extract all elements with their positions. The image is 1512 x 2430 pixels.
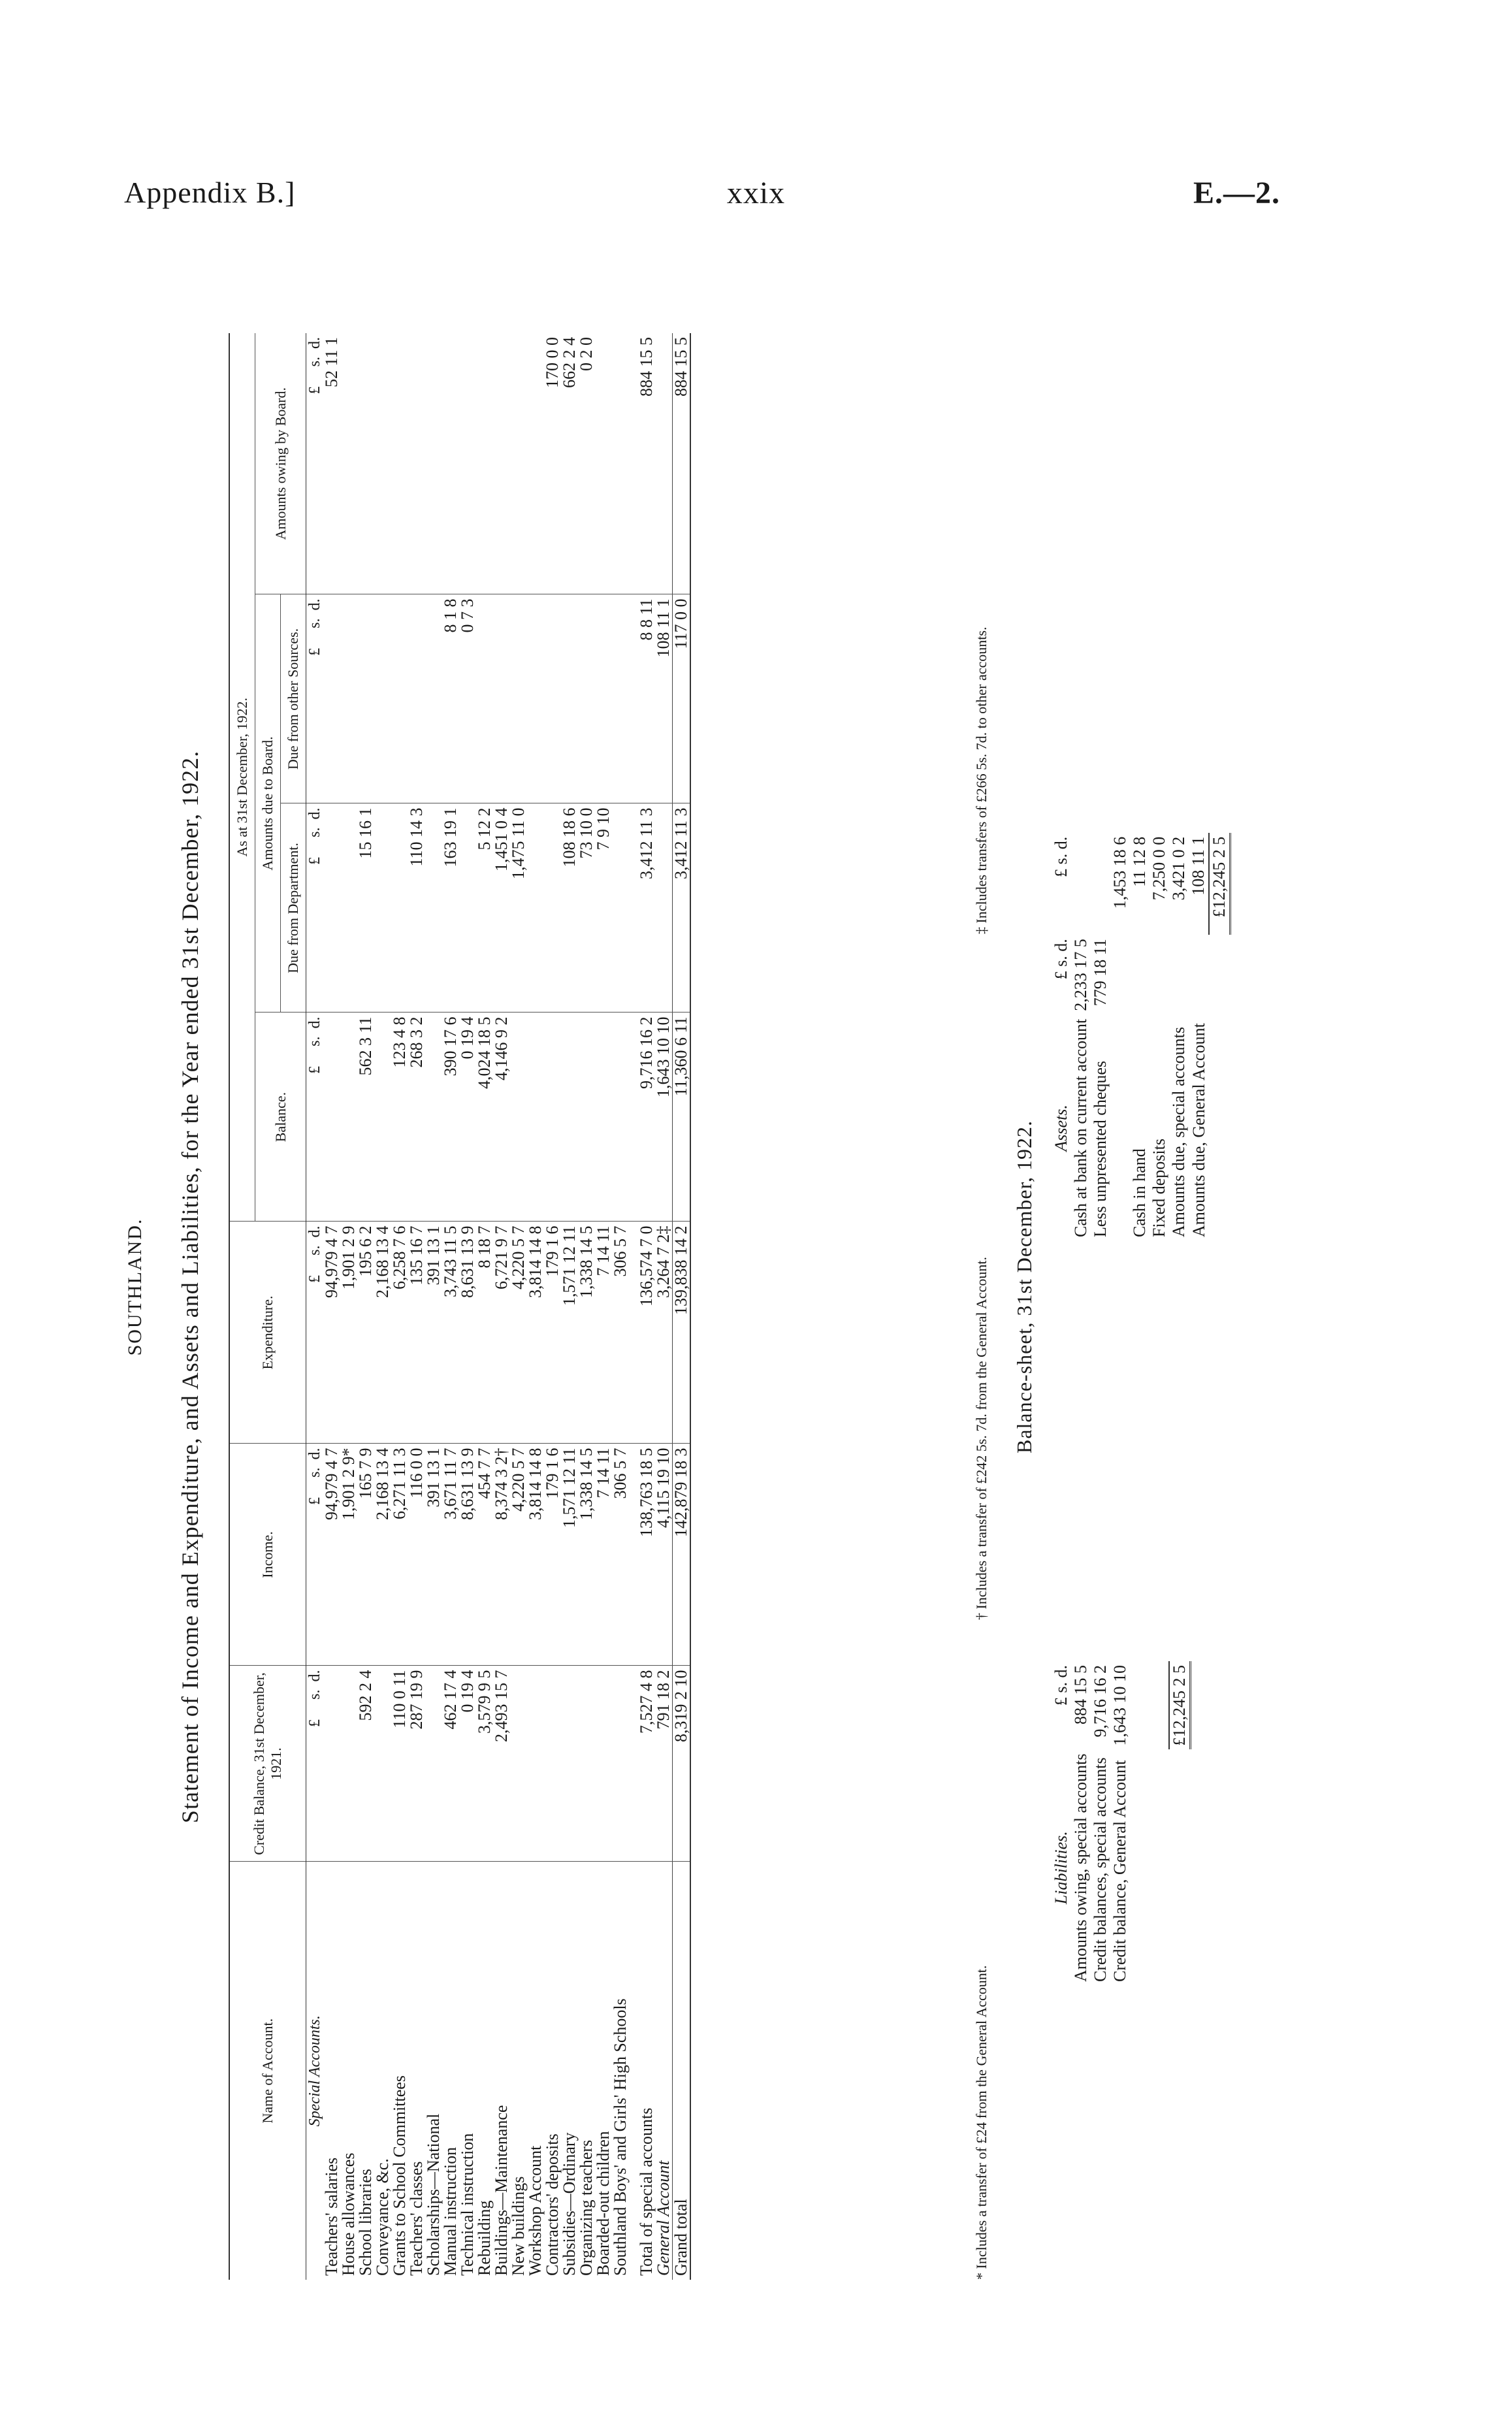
cell-other: 0 7 3 — [459, 594, 476, 803]
cell-credit — [595, 1666, 612, 1862]
cell-balance: 123 4 8 — [391, 1012, 408, 1222]
unit-pounds: £ — [306, 647, 323, 656]
cell-expenditure: 3,264 7 2‡ — [655, 1222, 673, 1444]
cell-balance — [612, 1012, 629, 1222]
cell-owing — [493, 333, 510, 594]
cell-balance — [544, 1012, 561, 1222]
unit-shillings: s. — [306, 1467, 323, 1478]
asset-row — [1130, 833, 1150, 1241]
statement-title: Statement of Income and Expenditure, and Assets and Liabilities, for the Year ended 31st December, 1922. — [177, 750, 203, 1824]
cell-other — [425, 594, 442, 803]
table-row — [340, 333, 357, 2280]
col-header-due-to-board: Amounts due to Board. — [255, 594, 281, 1012]
cell-balance — [323, 1012, 340, 1222]
cell-other — [578, 594, 595, 803]
cell-expenditure: 8,631 13 9 — [459, 1222, 476, 1444]
cell-credit — [561, 1666, 578, 1862]
account-name: Workshop Account — [526, 2145, 545, 2276]
cell-income: 8,631 13 9 — [459, 1444, 476, 1666]
cell-credit: 7,527 4 8 — [638, 1666, 655, 1862]
unit-pence: d. — [306, 598, 323, 611]
cell-owing — [459, 333, 476, 594]
asset-value-1 — [1130, 935, 1150, 1015]
unit-pence: d. — [306, 1225, 323, 1238]
cell-owing: 0 2 0 — [578, 333, 595, 594]
cell-balance — [595, 1012, 612, 1222]
cell-owing — [357, 333, 374, 594]
cell-credit — [578, 1666, 595, 1862]
cell-dept: 110 14 3 — [408, 803, 425, 1012]
cell-owing: 52 11 1 — [323, 333, 340, 594]
cell-dept — [655, 803, 673, 1012]
cell-dept: 3,412 11 3 — [673, 803, 691, 1012]
cell-dept: 108 18 6 — [561, 803, 578, 1012]
asset-value-2: 3,421 0 2 — [1169, 836, 1188, 901]
unit-pence: d. — [306, 1016, 323, 1029]
liability-label: Credit balances, special accounts — [1091, 1757, 1110, 1982]
account-name: Technical instruction — [458, 2133, 477, 2276]
asset-label: Amounts due, General Account — [1189, 1023, 1208, 1237]
cell-balance — [527, 1012, 544, 1222]
cell-expenditure: 195 6 2 — [357, 1222, 374, 1444]
units-row — [306, 333, 324, 2280]
cell-dept: 1,451 0 4 — [493, 803, 510, 1012]
cell-other: 8 1 8 — [442, 594, 459, 803]
cell-dept — [459, 803, 476, 1012]
cell-dept: 5 12 2 — [476, 803, 493, 1012]
table-row — [578, 333, 595, 2280]
cell-other — [561, 594, 578, 803]
asset-label: Cash in hand — [1130, 1148, 1149, 1237]
cell-income: 2,168 13 4 — [374, 1444, 391, 1666]
table-row — [323, 333, 340, 2280]
unit-shillings: s. — [306, 827, 323, 837]
asset-value-2: 11 12 8 — [1130, 836, 1149, 887]
cell-dept — [425, 803, 442, 1012]
cell-income: 454 7 7 — [476, 1444, 493, 1666]
table-row — [595, 333, 612, 2280]
account-name: Teachers' classes — [407, 2161, 426, 2276]
asset-label: Amounts due, special accounts — [1169, 1026, 1188, 1237]
col-header-due-other: Due from other Sources. — [281, 594, 306, 803]
account-name: Total of special accounts — [637, 2107, 656, 2276]
cell-credit — [425, 1666, 442, 1862]
section-label: Special Accounts. — [306, 2015, 323, 2127]
unit-shillings: s. — [306, 1689, 323, 1700]
cell-balance — [340, 1012, 357, 1222]
unit-pence: d. — [306, 1448, 323, 1460]
unit-shillings: s. — [306, 618, 323, 628]
cell-expenditure: 3,743 11 5 — [442, 1222, 459, 1444]
cell-other: 108 11 1 — [655, 594, 673, 803]
cell-credit: 2,493 15 7 — [493, 1666, 510, 1862]
col-header-owing: Amounts owing by Board. — [255, 333, 306, 594]
cell-owing: 884 15 5 — [638, 333, 655, 594]
cell-expenditure: 94,979 4 7 — [323, 1222, 340, 1444]
col-header-income: Income. — [229, 1444, 306, 1666]
cell-credit — [510, 1666, 527, 1862]
cell-balance — [578, 1012, 595, 1222]
asset-value-2 — [1091, 833, 1110, 935]
unit-pence: d. — [306, 807, 323, 820]
cell-income: 4,115 19 10 — [655, 1444, 673, 1666]
cell-expenditure: 391 13 1 — [425, 1222, 442, 1444]
table-row — [655, 333, 673, 2280]
cell-owing — [425, 333, 442, 594]
account-name: House allowances — [339, 2152, 358, 2276]
cell-credit: 3,579 9 5 — [476, 1666, 493, 1862]
cell-income: 142,879 18 3 — [673, 1444, 691, 1666]
cell-expenditure: 1,338 14 5 — [578, 1222, 595, 1444]
cell-credit: 110 0 11 — [391, 1666, 408, 1862]
cell-income: 3,814 14 8 — [527, 1444, 544, 1666]
cell-owing — [408, 333, 425, 594]
col-header-as-at: As at 31st December, 1922. — [229, 333, 255, 1222]
cell-owing — [374, 333, 391, 594]
table-row — [527, 333, 544, 2280]
cell-balance: 1,643 10 10 — [655, 1012, 673, 1222]
asset-value-2: 7,250 0 0 — [1150, 836, 1168, 901]
cell-other — [340, 594, 357, 803]
cell-expenditure: 135 16 7 — [408, 1222, 425, 1444]
col-header-due-dept: Due from Department. — [281, 803, 306, 1012]
cell-income: 165 7 9 — [357, 1444, 374, 1666]
cell-income: 3,671 11 7 — [442, 1444, 459, 1666]
cell-owing — [655, 333, 673, 594]
cell-credit: 8,319 2 10 — [673, 1666, 691, 1862]
cell-expenditure: 179 1 6 — [544, 1222, 561, 1444]
liabilities-total: £12,245 2 5 — [1169, 1661, 1191, 1750]
cell-dept: 1,475 11 0 — [510, 803, 527, 1012]
cell-dept — [323, 803, 340, 1012]
cell-owing — [510, 333, 527, 594]
cell-other — [374, 594, 391, 803]
cell-credit: 791 18 2 — [655, 1666, 673, 1862]
cell-credit: 462 17 4 — [442, 1666, 459, 1862]
col-header-balance: Balance. — [255, 1012, 306, 1222]
account-name: New buildings — [509, 2176, 528, 2276]
cell-credit — [612, 1666, 629, 1862]
cell-balance: 9,716 16 2 — [638, 1012, 655, 1222]
liability-row — [1091, 1661, 1110, 1986]
asset-value-1 — [1150, 935, 1169, 1015]
asset-row — [1071, 833, 1091, 1241]
account-name: Scholarships—National — [424, 2113, 443, 2276]
cell-credit — [323, 1666, 340, 1862]
cell-credit — [544, 1666, 561, 1862]
unit-pounds: £ — [306, 856, 323, 865]
assets-units-2: £ s. d. — [1052, 836, 1070, 877]
cell-other: 117 0 0 — [673, 594, 691, 803]
account-name: General Account — [654, 2160, 673, 2276]
asset-row — [1189, 833, 1209, 1241]
asset-label: Fixed deposits — [1150, 1139, 1168, 1237]
asset-row — [1150, 833, 1169, 1241]
cell-balance: 562 3 11 — [357, 1012, 374, 1222]
page-number: xxix — [726, 176, 786, 210]
cell-other — [391, 594, 408, 803]
assets-heading: Assets. — [1052, 1105, 1070, 1152]
cell-credit — [527, 1666, 544, 1862]
account-name: Conveyance, &c. — [373, 2158, 392, 2276]
liability-value: 884 15 5 — [1071, 1665, 1090, 1725]
cell-balance: 4,146 9 2 — [493, 1012, 510, 1222]
cell-other — [323, 594, 340, 803]
cell-balance: 0 19 4 — [459, 1012, 476, 1222]
unit-pounds: £ — [306, 1719, 323, 1727]
cell-other — [595, 594, 612, 803]
cell-dept — [612, 803, 629, 1012]
cell-expenditure: 3,814 14 8 — [527, 1222, 544, 1444]
account-name: Rebuilding — [475, 2200, 494, 2276]
cell-credit: 0 19 4 — [459, 1666, 476, 1862]
account-name: Grants to School Committees — [390, 2075, 409, 2276]
account-name: Organizing teachers — [577, 2139, 596, 2276]
account-name: Buildings—Maintenance — [492, 2105, 511, 2276]
asset-value-2: 108 11 1 — [1189, 836, 1208, 896]
account-name: Subsidies—Ordinary — [560, 2132, 579, 2276]
footnote-3: ‡ Includes transfers of £266 5s. 7d. to other accounts. — [973, 626, 989, 934]
liability-value: 9,716 16 2 — [1091, 1665, 1110, 1738]
account-name: Southland Boys' and Girls' High Schools — [611, 1998, 630, 2276]
asset-value-1 — [1110, 935, 1130, 1015]
cell-other — [476, 594, 493, 803]
cell-balance — [374, 1012, 391, 1222]
table-row — [357, 333, 374, 2280]
cell-dept — [340, 803, 357, 1012]
asset-row — [1110, 833, 1130, 1241]
cell-balance: 4,024 18 5 — [476, 1012, 493, 1222]
cell-dept — [374, 803, 391, 1012]
asset-value-2: 1,453 18 6 — [1110, 836, 1129, 909]
cell-credit — [340, 1666, 357, 1862]
cell-other — [527, 594, 544, 803]
appendix-label: Appendix B.] — [124, 176, 296, 209]
cell-dept: 3,412 11 3 — [638, 803, 655, 1012]
footnote-1: * Includes a transfer of £24 from the General Account. — [973, 1965, 989, 2280]
cell-expenditure: 2,168 13 4 — [374, 1222, 391, 1444]
cell-other — [408, 594, 425, 803]
col-header-credit: Credit Balance, 31st December, 1921. — [229, 1666, 306, 1862]
cell-owing: 170 0 0 — [544, 333, 561, 594]
assets-block — [1052, 833, 1231, 1241]
table-row — [561, 333, 578, 2280]
cell-other — [357, 594, 374, 803]
cell-income: 179 1 6 — [544, 1444, 561, 1666]
cell-dept: 7 9 10 — [595, 803, 612, 1012]
cell-dept: 73 10 0 — [578, 803, 595, 1012]
cell-income: 116 0 0 — [408, 1444, 425, 1666]
cell-income: 138,763 18 5 — [638, 1444, 655, 1666]
cell-credit: 592 2 4 — [357, 1666, 374, 1862]
asset-row — [1091, 833, 1110, 1241]
table-row — [374, 333, 391, 2280]
table-row — [476, 333, 493, 2280]
cell-other: 8 8 11 — [638, 594, 655, 803]
asset-value-1: 2,233 17 5 — [1071, 939, 1090, 1011]
cell-owing — [476, 333, 493, 594]
table-row — [510, 333, 527, 2280]
table-row — [612, 333, 629, 2280]
unit-pence: d. — [306, 337, 323, 349]
asset-value-1 — [1189, 935, 1209, 1015]
cell-expenditure: 6,721 9 7 — [493, 1222, 510, 1444]
rotated-statement — [124, 222, 1326, 2352]
liabilities-block — [1052, 1661, 1191, 1986]
cell-balance — [510, 1012, 527, 1222]
cell-balance: 11,360 6 11 — [673, 1012, 691, 1222]
cell-expenditure: 6,258 7 6 — [391, 1222, 408, 1444]
unit-pounds: £ — [306, 1274, 323, 1283]
table-row — [544, 333, 561, 2280]
cell-owing — [527, 333, 544, 594]
cell-expenditure: 4,220 5 7 — [510, 1222, 527, 1444]
cell-other — [612, 594, 629, 803]
cell-owing: 884 15 5 — [673, 333, 691, 594]
table-row — [442, 333, 459, 2280]
cell-other — [510, 594, 527, 803]
liability-row — [1071, 1661, 1091, 1986]
asset-value-1: 779 18 11 — [1091, 939, 1110, 1007]
account-name: Grand total — [673, 1862, 691, 2280]
col-header-name: Name of Account. — [229, 1862, 306, 2280]
cell-income: 6,271 11 3 — [391, 1444, 408, 1666]
unit-pounds: £ — [306, 386, 323, 395]
footnote-2: † Includes a transfer of £242 5s. 7d. from the General Account. — [973, 1257, 989, 1620]
account-name: Manual instruction — [441, 2146, 460, 2276]
account-name: Teachers' salaries — [322, 2157, 341, 2276]
cell-balance: 268 3 2 — [408, 1012, 425, 1222]
assets-total: £12,245 2 5 — [1209, 833, 1231, 935]
cell-expenditure: 8 18 7 — [476, 1222, 493, 1444]
liability-label: Amounts owing, special accounts — [1071, 1753, 1090, 1982]
cell-credit — [374, 1666, 391, 1862]
asset-label — [1110, 1015, 1130, 1241]
cell-owing — [612, 333, 629, 594]
asset-label: Less unpresented cheques — [1091, 1060, 1110, 1237]
liabilities-heading: Liabilities. — [1052, 1831, 1070, 1905]
unit-pounds: £ — [306, 1065, 323, 1074]
asset-label: Cash at bank on current account — [1071, 1018, 1090, 1237]
asset-row — [1169, 833, 1189, 1241]
cell-dept — [391, 803, 408, 1012]
cell-expenditure: 7 14 11 — [595, 1222, 612, 1444]
cell-balance — [425, 1012, 442, 1222]
cell-owing — [442, 333, 459, 594]
table-row — [673, 333, 691, 2280]
table-row — [391, 333, 408, 2280]
cell-owing — [391, 333, 408, 594]
cell-income: 1,901 2 9* — [340, 1444, 357, 1666]
liability-row — [1110, 1661, 1130, 1986]
unit-shillings: s. — [306, 1036, 323, 1046]
table-row — [638, 333, 655, 2280]
liability-value: 1,643 10 10 — [1110, 1665, 1129, 1746]
cell-income: 94,979 4 7 — [323, 1444, 340, 1666]
cell-income: 306 5 7 — [612, 1444, 629, 1666]
liabilities-units: £ s. d. — [1052, 1665, 1070, 1706]
cell-owing — [340, 333, 357, 594]
region-title: SOUTHLAND. — [124, 1218, 146, 1356]
table-row — [425, 333, 442, 2280]
cell-balance — [561, 1012, 578, 1222]
table-row — [408, 333, 425, 2280]
cell-dept — [527, 803, 544, 1012]
cell-expenditure: 139,838 14 2 — [673, 1222, 691, 1444]
cell-income: 1,338 14 5 — [578, 1444, 595, 1666]
account-name: School libraries — [356, 2169, 375, 2276]
cell-expenditure: 136,574 7 0 — [638, 1222, 655, 1444]
cell-dept: 163 19 1 — [442, 803, 459, 1012]
unit-pence: d. — [306, 1670, 323, 1682]
cell-owing — [595, 333, 612, 594]
cell-expenditure: 1,901 2 9 — [340, 1222, 357, 1444]
cell-owing: 662 2 4 — [561, 333, 578, 594]
cell-dept — [544, 803, 561, 1012]
unit-pounds: £ — [306, 1497, 323, 1505]
cell-dept: 15 16 1 — [357, 803, 374, 1012]
document-code: E.—2. — [1193, 176, 1280, 210]
cell-credit: 287 19 9 — [408, 1666, 425, 1862]
asset-value-2 — [1071, 833, 1091, 935]
cell-income: 8,374 3 2† — [493, 1444, 510, 1666]
cell-other — [544, 594, 561, 803]
cell-income: 1,571 12 11 — [561, 1444, 578, 1666]
account-name: Contractors' deposits — [543, 2133, 562, 2276]
cell-expenditure: 306 5 7 — [612, 1222, 629, 1444]
cell-income: 7 14 11 — [595, 1444, 612, 1666]
col-header-expenditure: Expenditure. — [229, 1222, 306, 1444]
cell-income: 391 13 1 — [425, 1444, 442, 1666]
table-row — [493, 333, 510, 2280]
account-name: Boarded-out children — [594, 2131, 613, 2276]
liability-label: Credit balance, General Account — [1110, 1760, 1129, 1982]
cell-balance: 390 17 6 — [442, 1012, 459, 1222]
assets-units-1: £ s. d. — [1052, 939, 1070, 980]
statement-table — [229, 333, 691, 2280]
cell-other — [493, 594, 510, 803]
table-row — [459, 333, 476, 2280]
cell-expenditure: 1,571 12 11 — [561, 1222, 578, 1444]
cell-income: 4,220 5 7 — [510, 1444, 527, 1666]
unit-shillings: s. — [306, 1245, 323, 1256]
asset-value-1 — [1169, 935, 1189, 1015]
balance-sheet-title: Balance-sheet, 31st December, 1922. — [1012, 1120, 1036, 1453]
unit-shillings: s. — [306, 357, 323, 367]
